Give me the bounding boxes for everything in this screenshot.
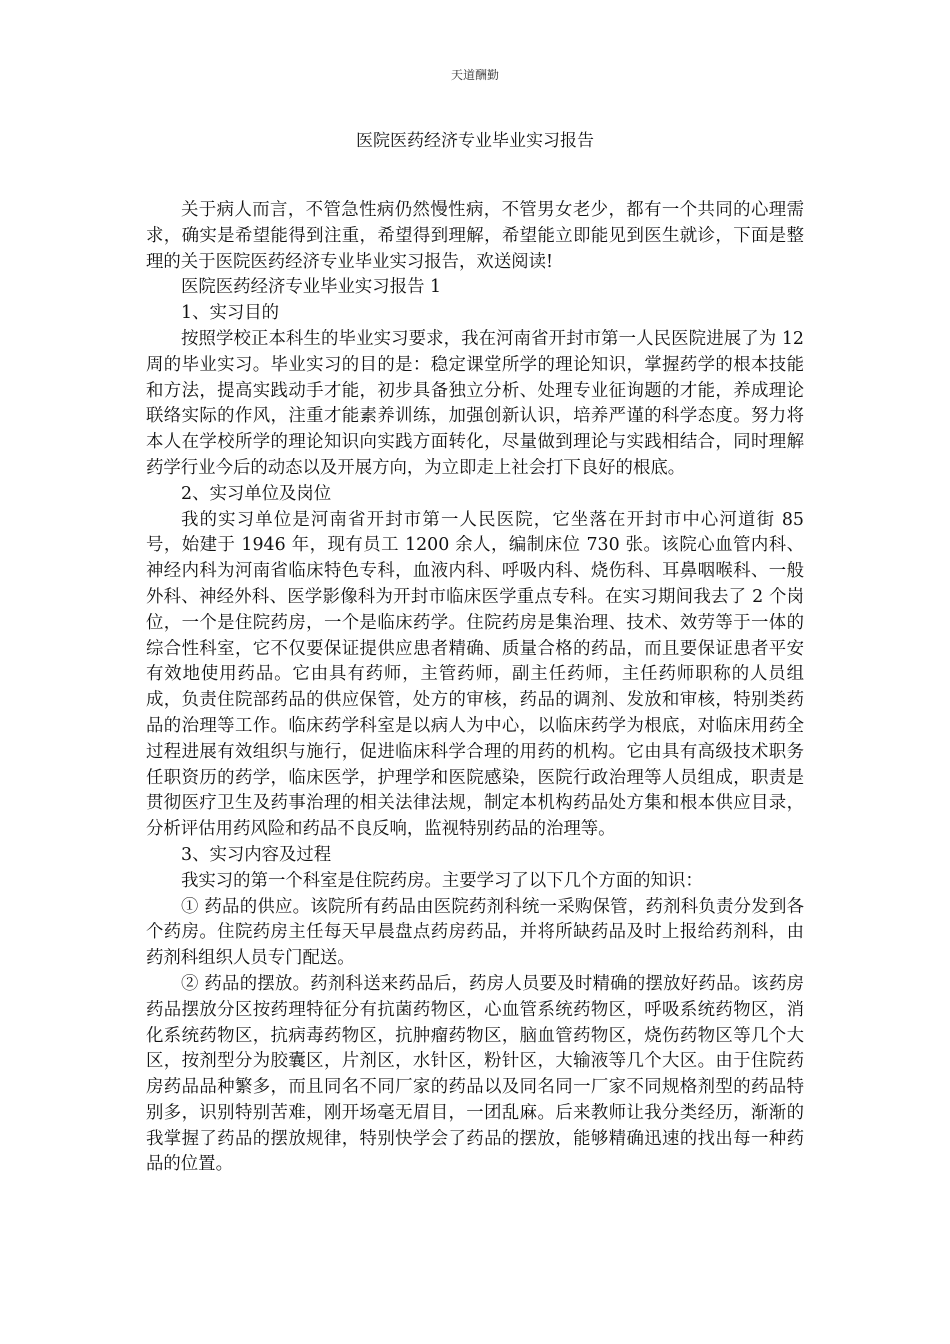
paragraph-drug-supply: ① 药品的供应。该院所有药品由医院药剂科统一采购保管，药剂科负责分发到各个药房。住院药房主任每天早晨盘点药房药品，并将所缺药品及时上报给药剂科，由药剂科组织人员专门配送。 [146, 896, 804, 969]
section-heading-unit: 2、实习单位及岗位 [181, 483, 332, 504]
paragraph-drug-placement: ② 药品的摆放。药剂科送来药品后，药房人员要及时精确的摆放好药品。该药房药品摆放分区按药理特征分有抗菌药物区，心血管系统药物区，呼吸系统药物区，消化系统药物区，抗病毒药物区，抗肿瘤药物区，脑血管药物区，烧伤药物区等几个大区，按剂型分为胶囊区，片剂区，水针区，粉针区，大输液等几个大区。由于住院药房药品品种繁多，而且同名不同厂家的药品以及同名同一厂家不同规格剂型的药品特别多，识别特别苦难，刚开场毫无眉目，一团乱麻。后来教师让我分类经历，渐渐的我掌握了药品的摆放规律，特别快学会了药品的摆放，能够精确迅速的找出每一种药品的位置。 [146, 973, 804, 1175]
paragraph-content-intro: 我实习的第一个科室是住院药房。主要学习了以下几个方面的知识： [181, 870, 703, 891]
paragraph-intro: 关于病人而言，不管急性病仍然慢性病，不管男女老少，都有一个共同的心理需求，确实是希望能得到注重，希望得到理解，希望能立即能见到医生就诊，下面是整理的关于医院医药经济专业毕业实习报告，欢送阅读! [146, 200, 804, 272]
section-heading-purpose: 1、实习目的 [181, 303, 280, 324]
document-title: 医院医药经济专业毕业实习报告 [356, 131, 594, 151]
paragraph-report-heading: 医院医药经济专业毕业实习报告 1 [181, 277, 442, 298]
page-header: 天道酬勤 [450, 68, 499, 82]
paragraph-unit: 我的实习单位是河南省开封市第一人民医院，它坐落在开封市中心河道街 85 号，始建于 1946 年，现有员工 1200 余人，编制床位 730 张。该院心血管内科、神经内科为河南省临床特色专科，血液内科、呼吸内科、烧伤科、耳鼻咽喉科、一般外科、神经外科、医学影像科为开封市临床医学重点专科。在实习期间我去了 2 个岗位，一个是住院药房，一个是临床药学。住院药房是集治理、技术、效劳等于一体的综合性科室，它不仅要保证提供应患者精确、质量合格的药品，而且要保证患者平安有效地使用药品。它由具有药师，主管药师，副主任药师，主任药师职称的人员组成，负责住院部药品的供应保管，处方的审核，药品的调剂、发放和审核，特别类药品的治理等工作。临床药学科室是以病人为中心，以临床药学为根底，对临床用药全过程进展有效组织与施行，促进临床科学合理的用药的机构。它由具有高级技术职务任职资历的药学，临床医学，护理学和医院感染，医院行政治理等人员组成，职责是贯彻医疗卫生及药事治理的相关法律法规，制定本机构药品处方集和根本供应目录，分析评估用药风险和药品不良反响，监视特别药品的治理等。 [146, 509, 804, 840]
document-body [146, 198, 804, 1178]
section-heading-content: 3、实习内容及过程 [181, 844, 332, 865]
paragraph-purpose: 按照学校正本科生的毕业实习要求，我在河南省开封市第一人民医院进展了为 12 周的毕业实习。毕业实习的目的是：稳定课堂所学的理论知识，掌握药学的根本技能和方法，提高实践动手才能，初步具备独立分析、处理专业征询题的才能，养成理论联络实际的作风，注重才能素养训练，加强创新认识，培养严谨的科学态度。努力将本人在学校所学的理论知识向实践方面转化，尽量做到理论与实践相结合，同时理解药学行业今后的动态以及开展方向，为立即走上社会打下良好的根底。 [146, 328, 804, 478]
